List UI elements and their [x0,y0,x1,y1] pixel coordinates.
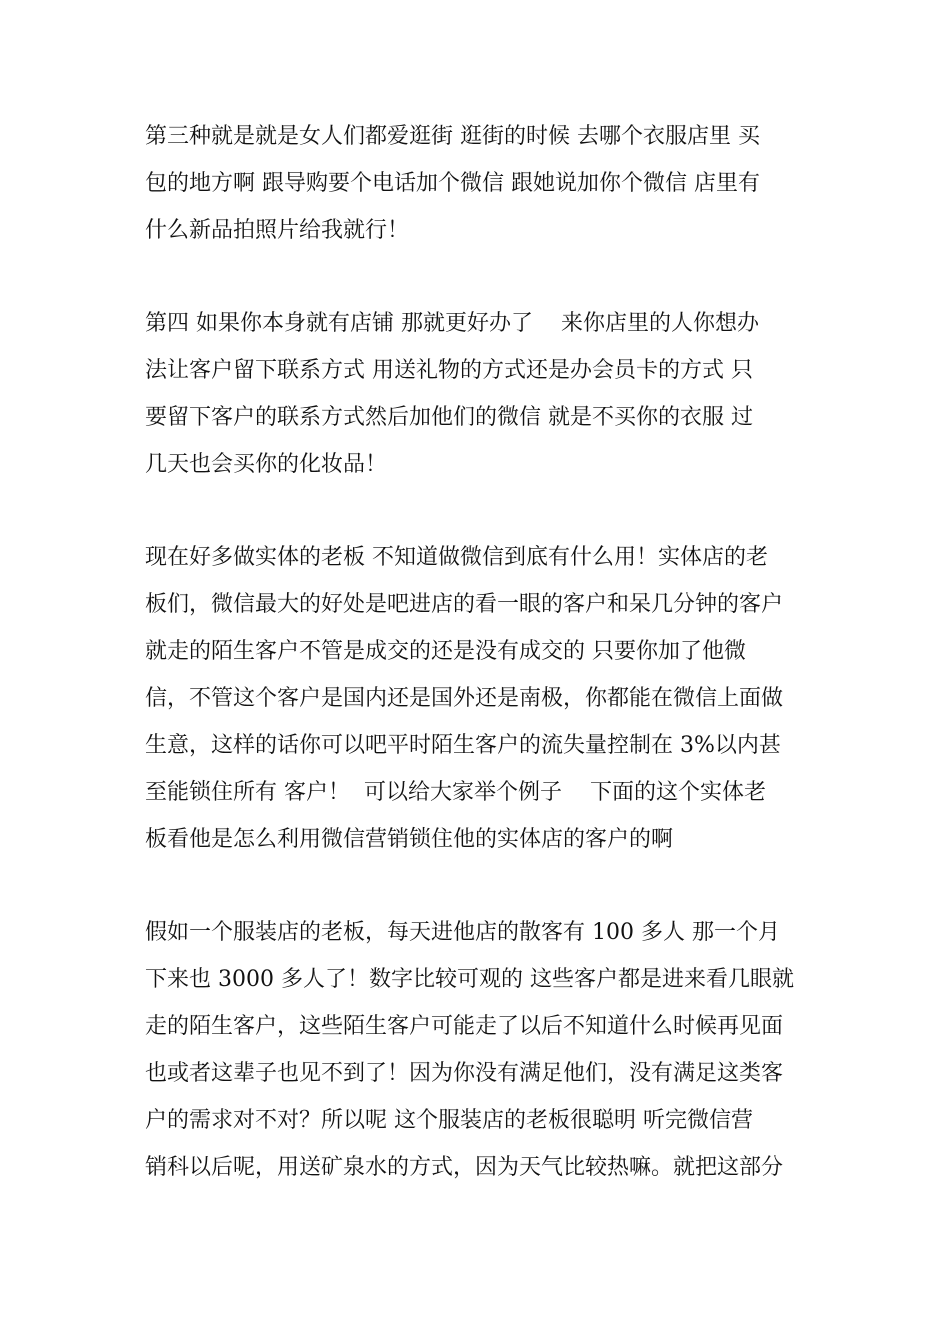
text-line: 至能锁住所有 客户！ 可以给大家举个例子 下面的这个实体老 [145,780,766,805]
text-line: 生意，这样的话你可以吧平时陌生客户的流失量控制在 3%以内甚 [145,733,781,758]
text-line: 也或者这辈子也见不到了！因为你没有满足他们，没有满足这类客 [145,1061,784,1086]
text-line: 要留下客户的联系方式然后加他们的微信 就是不买你的衣服 过 [145,405,753,430]
paragraph-gap [145,254,810,300]
text-line: 什么新品拍照片给我就行！ [145,218,410,243]
text-line: 第四 如果你本身就有店铺 那就更好办了 来你店里的人你想办 [145,311,759,336]
text-line: 板们，微信最大的好处是吧进店的看一眼的客户和呆几分钟的客户 [145,592,784,617]
text-line: 就走的陌生客户不管是成交的还是没有成交的 只要你加了他微 [145,639,746,664]
paragraph-gap [145,488,810,534]
paragraph-gap [145,863,810,909]
paragraph-3 [145,534,810,863]
text-line: 走的陌生客户，这些陌生客户可能走了以后不知道什么时候再见面 [145,1014,784,1039]
text-line: 第三种就是就是女人们都爱逛街 逛街的时候 去哪个衣服店里 买 [145,124,760,149]
paragraph-2 [145,300,810,488]
text-line: 下来也 3000 多人了！数字比较可观的 这些客户都是进来看几眼就 [145,967,794,992]
text-line: 板看他是怎么利用微信营销锁住他的实体店的客户的啊 [145,827,674,852]
text-line: 几天也会买你的化妆品！ [145,452,388,477]
text-line: 包的地方啊 跟导购要个电话加个微信 跟她说加你个微信 店里有 [145,171,760,196]
paragraph-1 [145,113,810,254]
text-line: 假如一个服装店的老板，每天进他店的散客有 100 多人 那一个月 [145,920,780,945]
text-line: 信，不管这个客户是国内还是国外还是南极，你都能在微信上面做 [145,686,784,711]
text-line: 户的需求对不对？所以呢 这个服装店的老板很聪明 听完微信营 [145,1108,753,1133]
document-body [145,113,810,1191]
text-line: 销科以后呢，用送矿泉水的方式，因为天气比较热嘛。就把这部分 [145,1155,784,1180]
text-line: 法让客户留下联系方式 用送礼物的方式还是办会员卡的方式 只 [145,358,753,383]
paragraph-4 [145,909,810,1191]
text-line: 现在好多做实体的老板 不知道做微信到底有什么用！实体店的老 [145,545,768,570]
